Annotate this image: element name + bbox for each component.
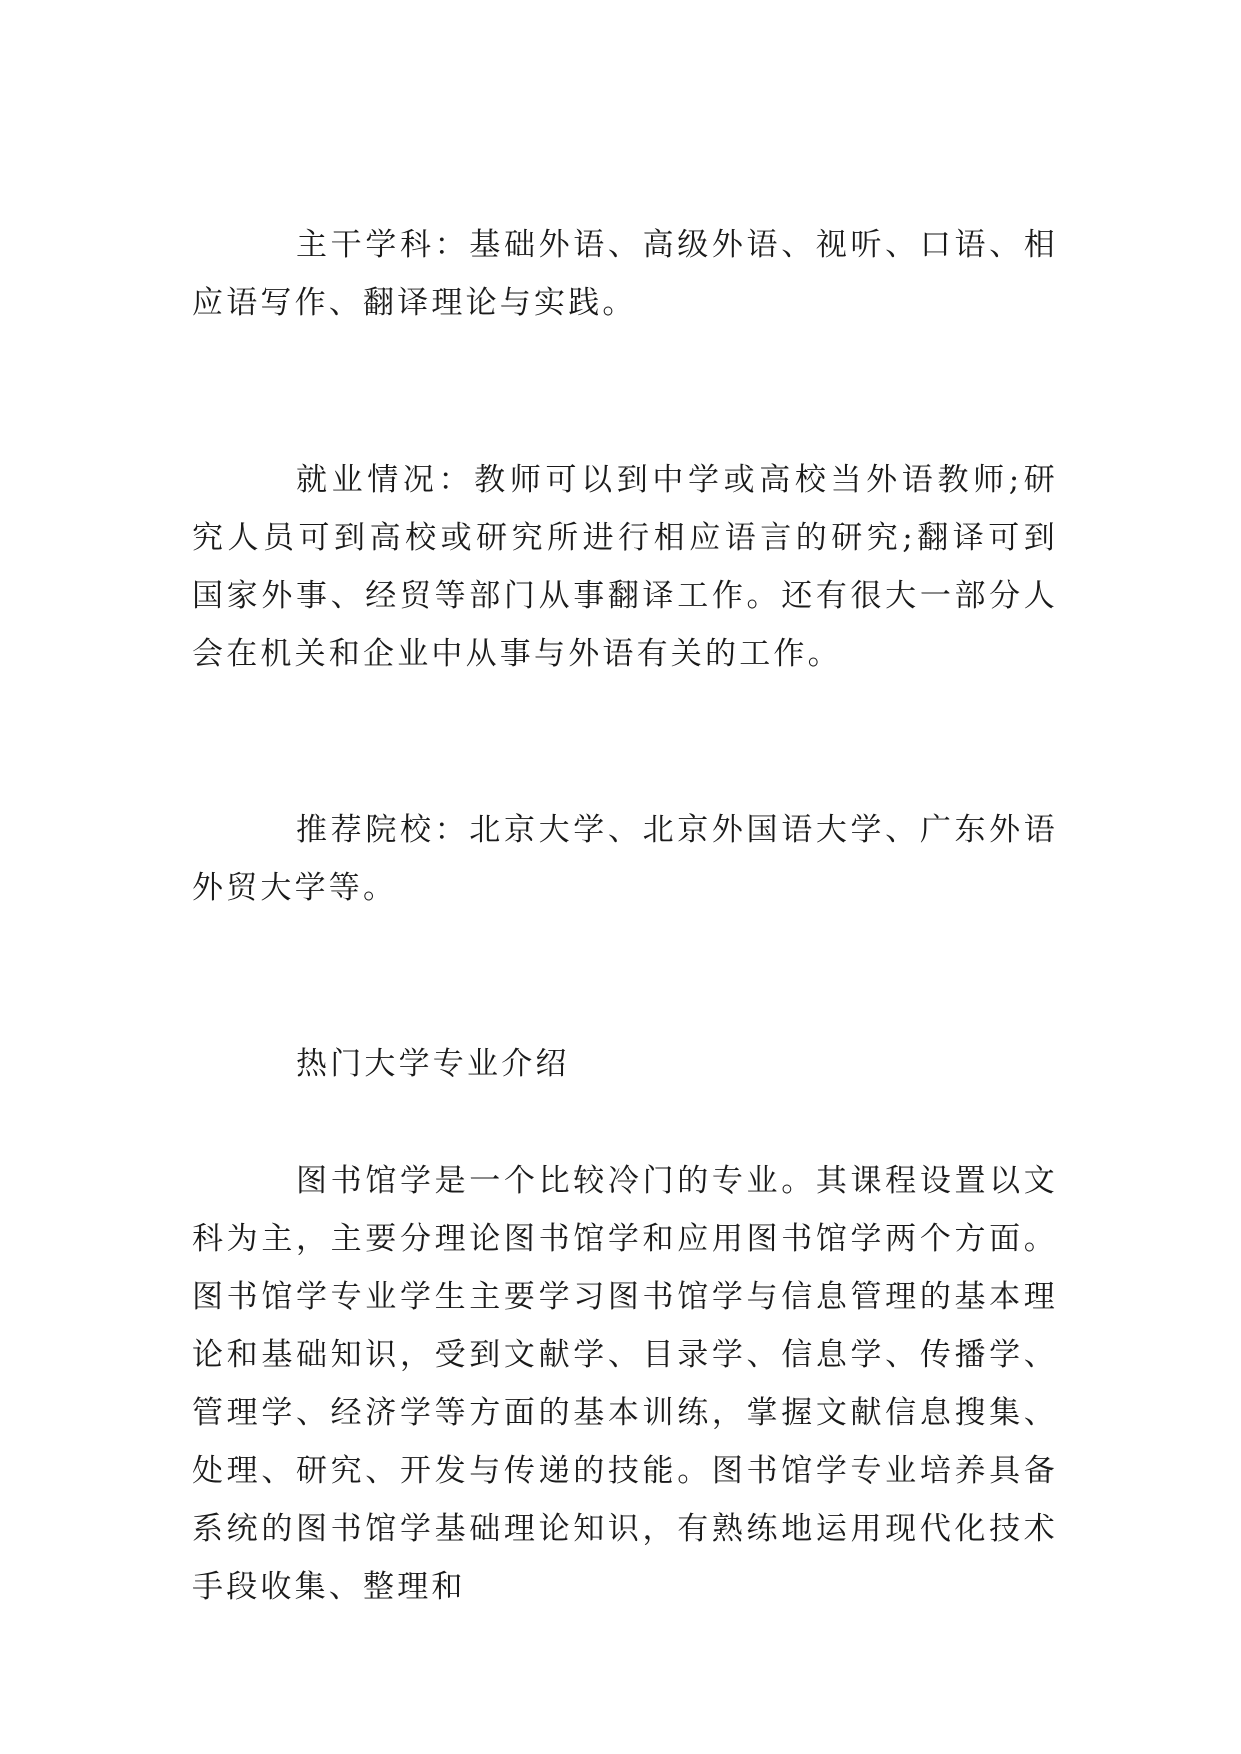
paragraph-main-subjects: 主干学科：基础外语、高级外语、视听、口语、相应语写作、翻译理论与实践。 bbox=[192, 227, 1058, 321]
section-heading: 热门大学专业介绍 bbox=[296, 1046, 570, 1082]
paragraph-library-science: 图书馆学是一个比较冷门的专业。其课程设置以文科为主，主要分理论图书馆学和应用图书馆学两个方面。图书馆学专业学生主要学习图书馆学与信息管理的基本理论和基础知识，受到文献学、目录学、信息学、传播学、管理学、经济学等方面的基本训练，掌握文献信息搜集、处理、研究、开发与传递的技能。图书馆学专业培养具备系统的图书馆学基础理论知识，有熟练地运用现代化技术手段收集、整理和 bbox=[192, 1163, 1058, 1605]
paragraph-employment: 就业情况：教师可以到中学或高校当外语教师;研究人员可到高校或研究所进行相应语言的研究;翻译可到国家外事、经贸等部门从事翻译工作。还有很大一部分人会在机关和企业中从事与外语有关的工作。 bbox=[192, 462, 1058, 672]
paragraph-recommended-schools: 推荐院校：北京大学、北京外国语大学、广东外语外贸大学等。 bbox=[192, 812, 1058, 906]
